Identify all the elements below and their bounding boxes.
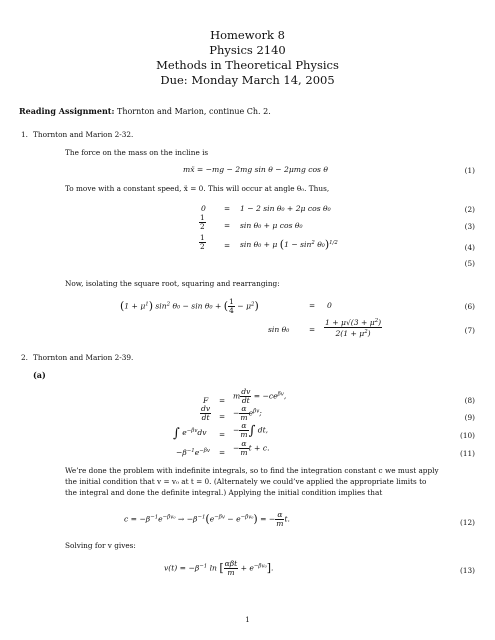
equation-number-1: (1) (464, 166, 475, 175)
equation-13: $v(t) = -\beta^{-1}$ ln [ $\frac{\text{αβt}}{m}$ + $e^{-\beta v_0}$]. (164, 559, 274, 577)
page-number: 1 (245, 615, 250, 624)
equation-4-equals: = (224, 241, 231, 250)
equation-9-lhs: $\frac{dv}{dt}$ (201, 404, 211, 422)
equation-9-equals: = (219, 412, 226, 421)
equation-10-rhs: − $\frac{\alpha}{m}$ ∫ dt, (233, 421, 269, 439)
problem-1-intro: The force on the mass on the incline is (65, 148, 209, 157)
reading-assignment (19, 107, 271, 116)
problem-2-part-a: (a) (33, 370, 46, 380)
equation-number-4: (4) (464, 243, 475, 252)
equation-12: $c = -\beta^{-1}e^{-\beta v_0} \to -\beta^{-1}(e^{-\beta v} - e^{-\beta v_0})$ = − $\frac{\alpha}{m}$ t. (124, 510, 290, 528)
title-homework: Homework 8 (210, 28, 285, 42)
equation-3-lhs: $\frac{1}{2}$ (200, 213, 205, 231)
problem-2-heading: Thornton and Marion 2-39. (33, 353, 134, 362)
problem-2-number: 2. (21, 353, 28, 362)
equation-number-11: (11) (460, 449, 475, 458)
equation-11-lhs: $-\beta^{-1}e^{-\beta v}$ (176, 448, 210, 457)
equation-number-7: (7) (464, 326, 475, 335)
equation-8-equals: = (219, 396, 226, 405)
problem-1-number: 1. (21, 130, 28, 139)
equation-6-lhs: $(1 + \mu^1)$ $\sin^2 \theta_0 - \sin \theta_0$ + ( $\frac{1}{4}$ − $\mu^2$) (120, 297, 259, 315)
equation-3-equals: = (224, 221, 231, 230)
problem-2-paragraph-line-1: We’re done the problem with indefinite integrals, so to find the integration constant c we must apply (65, 466, 439, 475)
equation-number-6: (6) (464, 302, 475, 311)
equation-6-rhs: 0 (327, 301, 332, 310)
title-due-date: Due: Monday March 14, 2005 (160, 73, 335, 87)
equation-8-lhs: F (203, 396, 209, 405)
equation-11-equals: = (219, 448, 226, 457)
equation-10-lhs: ∫ $e^{-\beta v}dv$ (173, 426, 207, 441)
equation-6-equals: = (309, 301, 316, 310)
problem-2-solving: Solving for v gives: (65, 541, 136, 550)
reading-label: Reading Assignment: (19, 106, 115, 116)
equation-2-lhs: 0 (201, 204, 206, 213)
equation-7-lhs: sin θ₀ (268, 325, 290, 334)
equation-4-term: sin θ₀ + μ (240, 240, 278, 249)
equation-4-lhs: $\frac{1}{2}$ (200, 233, 205, 251)
equation-2-equals: = (224, 204, 231, 213)
equation-number-13: (13) (460, 566, 475, 575)
equation-number-5: (5) (464, 259, 475, 268)
equation-number-12: (12) (460, 518, 475, 527)
problem-2-paragraph-line-2: the initial condition that v = v₀ at t = 0. (Alternately we could’ve applied the appropriate limits to (65, 477, 427, 486)
title-course-name: Methods in Theoretical Physics (156, 58, 339, 72)
equation-number-9: (9) (464, 413, 475, 422)
equation-8-rhs: m $\frac{dv}{dt}$ = $-ce^{\beta v}$, (233, 387, 287, 405)
problem-1-heading: Thornton and Marion 2-32. (33, 130, 134, 139)
equation-11-rhs: − $\frac{\alpha}{m}$ t + c. (233, 439, 270, 457)
equation-9-rhs: − $\frac{\alpha}{m}$ $e^{\beta v}$; (233, 404, 262, 422)
equation-7-equals: = (309, 325, 316, 334)
problem-1-constant-speed: To move with a constant speed, ẍ = 0. This will occur at angle θ₀. Thus, (65, 184, 330, 193)
problem-2-paragraph-line-3: the integral and done the definite integral.) Applying the initial condition implies that (65, 488, 383, 497)
equation-3-rhs: sin θ₀ + μ cos θ₀ (240, 221, 303, 230)
problem-1-isolating: Now, isolating the square root, squaring and rearranging: (65, 279, 280, 288)
equation-4-rhs: sin θ₀ + μ $(1 - \sin^2 \theta_0)^{1/2}$ (240, 238, 338, 251)
reading-text: Thornton and Marion, continue Ch. 2. (116, 107, 271, 116)
equation-number-3: (3) (464, 222, 475, 231)
equation-number-2: (2) (464, 205, 475, 214)
equation-1: mẍ = −mg − 2mg sin θ − 2μmg cos θ (183, 165, 328, 174)
equation-number-10: (10) (460, 431, 475, 440)
equation-number-8: (8) (464, 396, 475, 405)
equation-7-rhs: $\frac{1 + \mu√(3 + \mu^2)}{2(1 + \mu^2)}$ (325, 318, 382, 338)
equation-10-equals: = (219, 430, 226, 439)
title-course-number: Physics 2140 (209, 43, 286, 57)
equation-2-rhs: 1 − 2 sin θ₀ + 2μ cos θ₀ (240, 204, 331, 213)
